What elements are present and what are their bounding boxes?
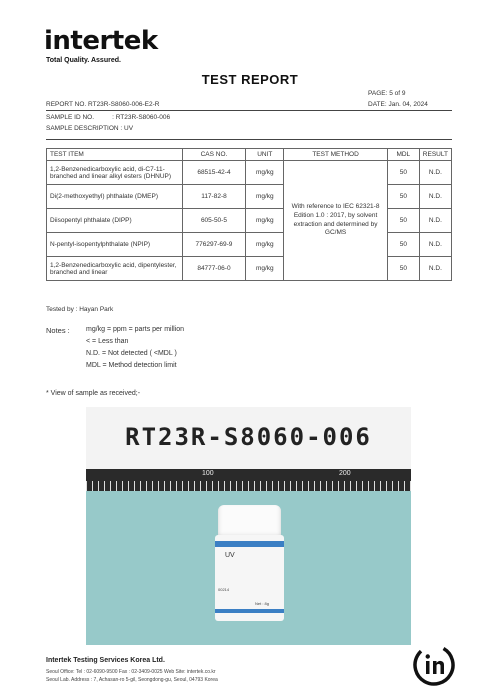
unit: mg/kg — [246, 209, 284, 233]
tested-by: Tested by : Hayan Park — [46, 306, 114, 313]
intertek-logo: intertek — [44, 26, 158, 56]
table-header-row — [47, 149, 452, 161]
section-rule — [46, 139, 452, 140]
footer-office: Seoul Office: Tel : 02-6090-9500 Fax : 02-3409-0025 Web Site: intertek.co.kr — [46, 669, 216, 675]
header-test-item: TEST ITEM — [47, 149, 183, 161]
table-row — [47, 233, 452, 257]
result: N.D. — [419, 209, 451, 233]
test-item: Diisopentyl phthalate (DIPP) — [47, 209, 183, 233]
table-row — [47, 161, 452, 185]
table-row — [47, 257, 452, 281]
ruler-ticks — [86, 481, 411, 491]
intertek-in-logo-icon — [412, 643, 456, 687]
results-table — [46, 148, 452, 281]
tagline: Total Quality. Assured. — [46, 57, 121, 64]
result: N.D. — [419, 185, 451, 209]
note-line: mg/kg = ppm = parts per million — [86, 326, 185, 333]
sample-photo — [86, 407, 411, 645]
footer-company: Intertek Testing Services Korea Ltd. — [46, 657, 165, 664]
header-mdl: MDL — [387, 149, 419, 161]
notes-label: Notes : — [46, 326, 70, 335]
unit: mg/kg — [246, 233, 284, 257]
header-cas-no: CAS NO. — [182, 149, 246, 161]
cas-number: 68515-42-4 — [182, 161, 246, 185]
note-line: MDL = Method detection limit — [86, 362, 177, 369]
sample-id: SAMPLE ID NO. : RT23R-S8060-006 — [46, 114, 171, 121]
table-row — [47, 209, 452, 233]
jar-code: 00214 — [218, 587, 230, 592]
header-rule — [46, 110, 452, 111]
result: N.D. — [419, 233, 451, 257]
sample-id-tag — [86, 407, 411, 469]
sample-jar — [215, 535, 284, 621]
cas-number: 84777-06-0 — [182, 257, 246, 281]
mdl: 50 — [387, 161, 419, 185]
ruler — [86, 469, 411, 491]
jar-label-band-top — [215, 541, 284, 547]
header-test-method: TEST METHOD — [284, 149, 388, 161]
table-row — [47, 185, 452, 209]
ruler-mark: 200 — [339, 470, 351, 477]
mdl: 50 — [387, 185, 419, 209]
test-item: 1,2-Benzenedicarboxylic acid, dipentylester, branched and linear — [47, 257, 183, 281]
unit: mg/kg — [246, 161, 284, 185]
mdl: 50 — [387, 257, 419, 281]
jar-label-band-bottom — [215, 609, 284, 613]
header-result: RESULT — [419, 149, 451, 161]
cas-number: 776297-69-9 — [182, 233, 246, 257]
jar-lid — [218, 505, 281, 539]
test-method: With reference to IEC 62321-8 Edition 1.0 : 2017, by solvent extraction and determined by GC/MS — [284, 161, 388, 281]
test-item: Di(2-methoxyethyl) phthalate (DMEP) — [47, 185, 183, 209]
page-number: PAGE: 5 of 9 — [368, 90, 406, 97]
cas-number: 117-82-8 — [182, 185, 246, 209]
result: N.D. — [419, 257, 451, 281]
view-caption: * View of sample as received;- — [46, 390, 141, 397]
note-line: < = Less than — [86, 338, 129, 345]
mdl: 50 — [387, 233, 419, 257]
footer-lab-address: Seoul Lab. Address : 7, Achasan-ro 5-gil, Seongdong-gu, Seoul, 04793 Korea — [46, 677, 218, 683]
sample-id-tag-text: RT23R-S8060-006 — [125, 423, 372, 451]
unit: mg/kg — [246, 185, 284, 209]
ruler-mark: 100 — [202, 470, 214, 477]
note-line: N.D. = Not detected ( <MDL ) — [86, 350, 177, 357]
test-item: 1,2-Benzenedicarboxylic acid, di-C7-11-branched and linear alkyl esters (DHNUP) — [47, 161, 183, 185]
cas-number: 605-50-5 — [182, 209, 246, 233]
unit: mg/kg — [246, 257, 284, 281]
test-item: N-pentyl-isopentylphthalate (NPIP) — [47, 233, 183, 257]
report-number: REPORT NO. RT23R-S8060-006-E2-R — [46, 101, 160, 108]
result: N.D. — [419, 161, 451, 185]
report-date: DATE: Jan. 04, 2024 — [368, 101, 428, 108]
report-title: TEST REPORT — [201, 72, 299, 87]
mdl: 50 — [387, 209, 419, 233]
jar-net: Net : 8g — [255, 601, 270, 606]
jar-label: UV — [225, 552, 235, 559]
sample-description: SAMPLE DESCRIPTION : UV — [46, 125, 134, 132]
header-unit: UNIT — [246, 149, 284, 161]
